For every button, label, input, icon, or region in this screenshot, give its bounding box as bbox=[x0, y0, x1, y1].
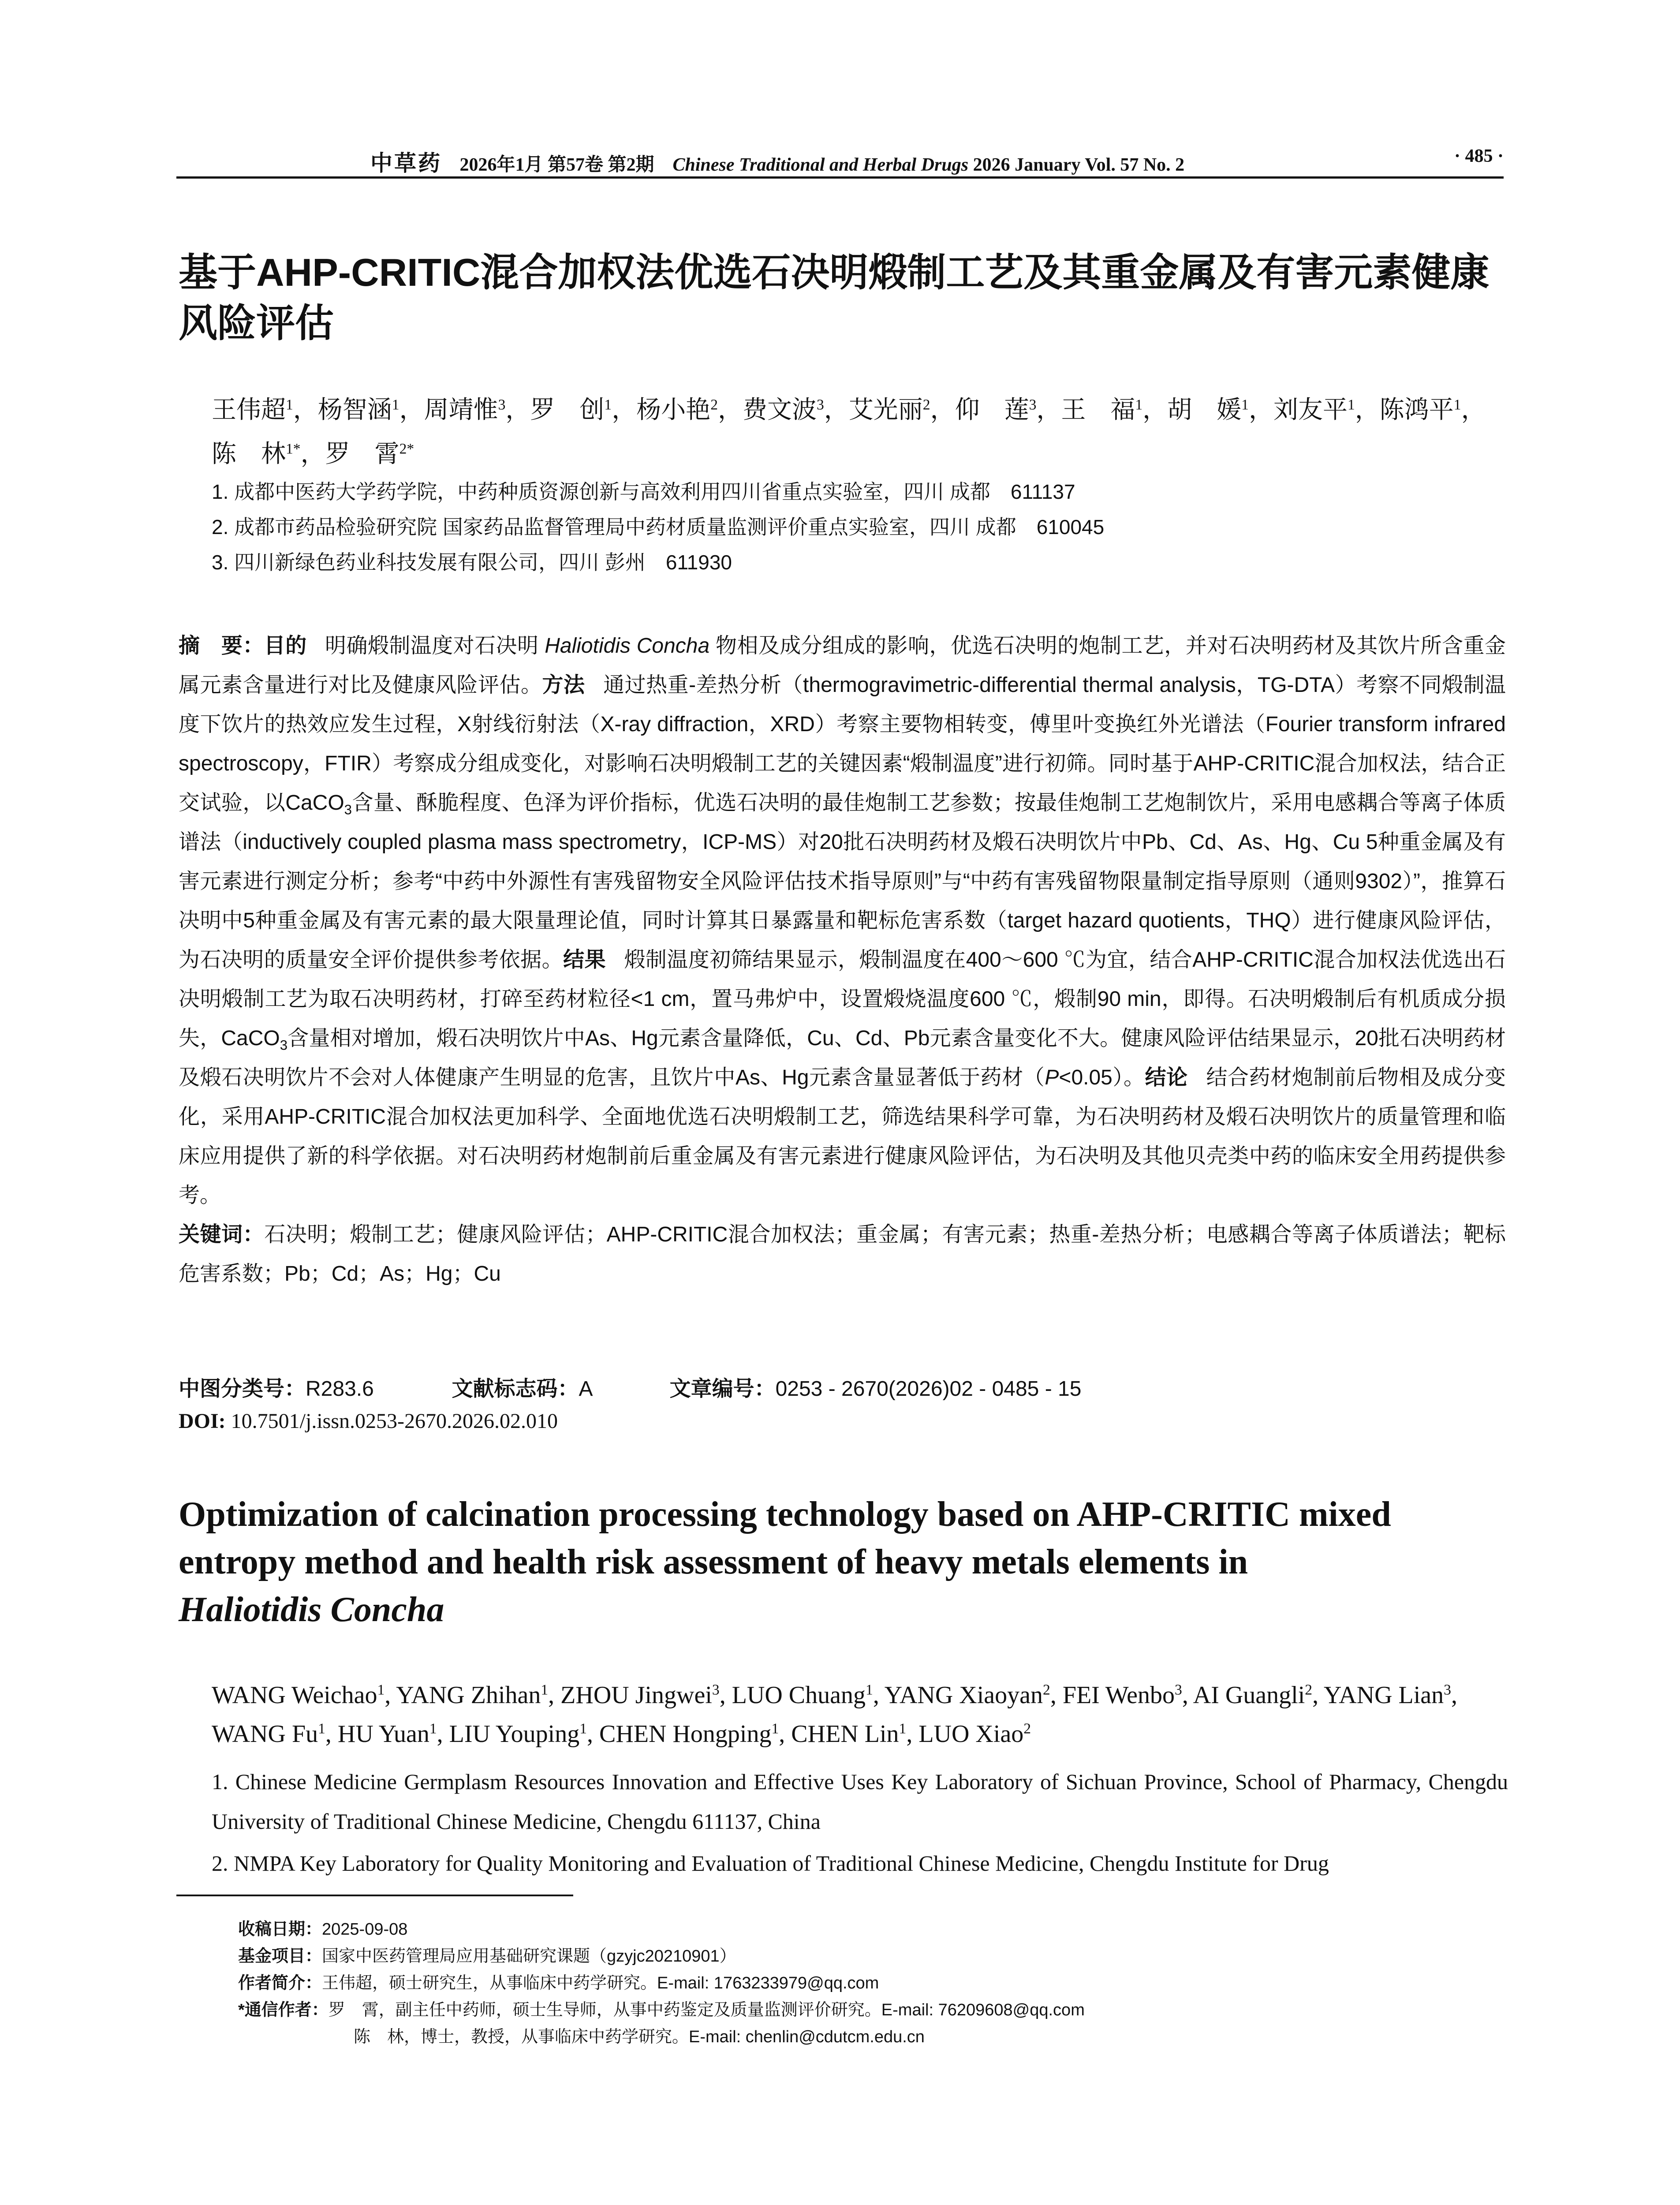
article-number-value: 0253 - 2670(2026)02 - 0485 - 15 bbox=[775, 1377, 1082, 1401]
cn-author bbox=[424, 396, 506, 424]
p-symbol: P bbox=[1045, 1066, 1059, 1089]
cn-author-name: 费文波 bbox=[742, 396, 817, 424]
title-en-main: Optimization of calcination processing technology based on AHP-CRITIC mixed entropy method and health risk assessment of heavy metals elements in bbox=[179, 1495, 1391, 1581]
author-bio bbox=[238, 1970, 1508, 1997]
cn-author-affiliation: 1 bbox=[392, 396, 399, 413]
authors-cn: 王伟超$^1$，杨智涵$^1$，周靖惟$^3$，罗 创$^1$，杨小艳$^2$，费文波$^3$，艾光丽$^2$，仰 莲$^3$，王 福$^1$，胡 媛$^1$，刘友平$^1$，陈鸿平$^1$，陈 林$^{1*}$，罗 霄$^{2*}$ bbox=[212, 396, 1486, 468]
journal-name-en: Chinese Traditional and Herbal Drugs bbox=[672, 155, 969, 175]
affiliation-en-1 bbox=[212, 1762, 1508, 1841]
en-author-name: LIU Youping bbox=[449, 1720, 580, 1748]
en-author bbox=[599, 1720, 779, 1748]
subscript-3: 3 bbox=[344, 802, 352, 818]
article-number-label: 文章编号： bbox=[669, 1377, 776, 1401]
results-label: 结果 bbox=[563, 948, 606, 972]
en-author-name: HU Yuan bbox=[337, 1720, 429, 1748]
footnotes bbox=[238, 1916, 1508, 2051]
issue-en: 2026 January Vol. 57 No. 2 bbox=[973, 155, 1185, 175]
clc-value: R283.6 bbox=[306, 1377, 374, 1401]
conclusion-label: 结论 bbox=[1145, 1066, 1188, 1089]
subscript-3: 3 bbox=[280, 1037, 288, 1053]
cn-author bbox=[318, 396, 399, 424]
journal-name-cn: 中草药 bbox=[370, 151, 442, 176]
en-author-name: WANG Weichao bbox=[212, 1682, 377, 1709]
cn-author-affiliation: 2 bbox=[922, 396, 930, 413]
en-author-affiliation: 2 bbox=[1043, 1682, 1050, 1698]
en-author bbox=[918, 1720, 1031, 1748]
cn-author bbox=[1061, 396, 1142, 424]
en-author-affiliation: 1 bbox=[318, 1720, 325, 1737]
clc-label: 中图分类号： bbox=[179, 1377, 306, 1401]
funding-value: 国家中医药管理局应用基础研究课题（gzyjc20210901） bbox=[322, 1947, 736, 1966]
cn-author bbox=[212, 396, 293, 424]
cn-author-affiliation: 1 bbox=[1347, 396, 1355, 413]
doc-code-value: A bbox=[579, 1377, 592, 1401]
corresponding-label: *通信作者： bbox=[238, 2001, 329, 2019]
affiliation-cn-2: 2. 成都市药品检验研究院 国家药品监督管理局中药材质量监测评价重点实验室，四川 成都 610045 bbox=[212, 516, 1105, 538]
cn-author-affiliation: 3 bbox=[816, 396, 824, 413]
received-date bbox=[238, 1916, 1508, 1943]
received-label: 收稿日期： bbox=[238, 1920, 322, 1939]
bio-label: 作者简介： bbox=[238, 1974, 322, 1992]
issue-cn: 2026年1月 第57卷 第2期 bbox=[459, 155, 654, 175]
conclusion-text: 结合药材炮制前后物相及成分变化，采用AHP-CRITIC混合加权法更加科学、全面地优选石决明煅制工艺，筛选结果科学可靠，为石决明药材及煅石决明饮片的质量管理和临床应用提供了新的科学依据。对石决明药材炮制前后重金属及有害元素进行健康风险评估，为石决明及其他贝壳类中药的临床安全用药提供参考。 bbox=[179, 1066, 1506, 1207]
cn-author-name: 陈鸿平 bbox=[1379, 396, 1454, 424]
en-author-affiliation: 3 bbox=[712, 1682, 720, 1698]
cn-author bbox=[212, 441, 301, 468]
en-author bbox=[212, 1682, 385, 1709]
cn-author-affiliation: 2 bbox=[710, 396, 718, 413]
objective-text-b: 物相及成分组成的影响，优选石决明的炮制工艺，并对石决明药材及其饮片所含重金属元素含量进行对比及健康风险评估。 bbox=[179, 634, 1506, 697]
en-author bbox=[560, 1682, 720, 1709]
footnote-rule bbox=[176, 1895, 573, 1896]
cn-author-name: 杨智涵 bbox=[317, 396, 392, 424]
page-number: · 485 · bbox=[1454, 146, 1504, 166]
running-header bbox=[176, 142, 1504, 176]
cn-author-name: 胡 媛 bbox=[1167, 396, 1242, 424]
en-author-name: CHEN Lin bbox=[791, 1720, 899, 1748]
cn-author bbox=[743, 396, 824, 424]
doi-label: DOI: bbox=[179, 1409, 226, 1433]
en-author-name: LUO Xiao bbox=[918, 1720, 1024, 1748]
results-text-b: 含量相对增加，煅石决明饮片中As、Hg元素含量降低，Cu、Cd、Pb元素含量变化不大。健康风险评估结果显示，20批石决明药材及煅石决明饮片不会对人体健康产生明显的危害，且饮片中As、Hg元素含量显著低于药材（ bbox=[179, 1027, 1506, 1089]
cn-author-name: 王 福 bbox=[1061, 396, 1135, 424]
cn-author-name: 仰 莲 bbox=[955, 396, 1029, 424]
article-title-cn: 基于AHP-CRITIC混合加权法优选石决明煅制工艺及其重金属及有害元素健康风险评估 bbox=[179, 250, 1490, 345]
methods-text-a: 通过热重-差热分析（thermogravimetric-differential thermal analysis，TG-DTA）考察不同煅制温度下饮片的热效应发生过程，X射线衍射法（X-ray diffraction，XRD）考察主要物相转变，傅里叶变换红外光谱法（Fourier transform infrared spectroscopy，FTIR）考察成分组成变化，对影响石决明煅制工艺的关键因素“煅制温度”进行初筛。同时基于AHP-CRITIC混合加权法，结合正交试验，以CaCO bbox=[179, 673, 1506, 815]
latin-name: Haliotidis Concha bbox=[545, 634, 710, 658]
cn-author-name: 艾光丽 bbox=[848, 396, 923, 424]
authors-en: WANG Weichao$^1$, YANG Zhihan$^1$, ZHOU Jingwei$^3$, LUO Chuang$^1$, YANG Xiaoyan$^2$, FEI Wenbo$^3$, AI Guangli$^2$, YANG Lian$^3$, WANG Fu$^1$, HU Yuan$^1$, LIU Youping$^1$, CHEN Hongping$^1$, CHEN Lin$^1$, LUO Xiao$^2$ bbox=[212, 1682, 1457, 1748]
en-author bbox=[732, 1682, 873, 1709]
doc-code-label: 文献标志码： bbox=[452, 1377, 579, 1401]
en-author-affiliation: 3 bbox=[1175, 1682, 1182, 1698]
en-author-affiliation: 1 bbox=[866, 1682, 873, 1698]
en-author-name: CHEN Hongping bbox=[599, 1720, 772, 1748]
cn-author bbox=[530, 396, 612, 424]
cn-author-affiliation: 3 bbox=[498, 396, 506, 413]
cn-author-name: 罗 创 bbox=[530, 396, 605, 424]
abstract-label: 摘 要： bbox=[179, 634, 264, 658]
en-author bbox=[396, 1682, 548, 1709]
en-author-name: LUO Chuang bbox=[732, 1682, 866, 1709]
objective-text-a: 明确煅制温度对石决明 bbox=[325, 634, 539, 658]
en-author-affiliation: 1 bbox=[377, 1682, 385, 1698]
corresponding-author bbox=[238, 1997, 1508, 2024]
abstract bbox=[179, 626, 1506, 1293]
cn-author-affiliation: 1 bbox=[1453, 396, 1461, 413]
cn-author-name: 周靖惟 bbox=[424, 396, 498, 424]
bio-value: 王伟超，硕士研究生，从事临床中药学研究。E-mail: 1763233979@qq.com bbox=[322, 1974, 879, 1992]
keywords-text: 石决明；煅制工艺；健康风险评估；AHP-CRITIC混合加权法；重金属；有害元素；热重-差热分析；电感耦合等离子体质谱法；靶标危害系数；Pb；Cd；As；Hg；Cu bbox=[179, 1223, 1506, 1286]
en-author-name: AI Guangli bbox=[1193, 1682, 1305, 1709]
classification-line bbox=[179, 1374, 1506, 1405]
en-author bbox=[338, 1720, 437, 1748]
header-rule bbox=[176, 176, 1504, 179]
keywords-label: 关键词： bbox=[179, 1223, 265, 1246]
title-en-latin: Haliotidis Concha bbox=[179, 1590, 444, 1629]
en-author-affiliation: 2 bbox=[1023, 1720, 1031, 1737]
cn-author-name: 杨小艳 bbox=[636, 396, 711, 424]
en-author bbox=[212, 1720, 325, 1748]
objective-label: 目的 bbox=[264, 634, 307, 658]
methods-text-b: 含量、酥脆程度、色泽为评价指标，优选石决明的最佳炮制工艺参数；按最佳炮制工艺炮制饮片，采用电感耦合等离子体质谱法（inductively coupled plasma mass spectrometry，ICP-MS）对20批石决明药材及煅石决明饮片中Pb、Cd、As、Hg、Cu 5种重金属及有害元素进行测定分析；参考“中药中外源性有害残留物安全风险评估技术指导原则”与“中药有害残留物限量制定指导原则（通则9302）”，推算石决明中5种重金属及有害元素的最大限量理论值，同时计算其日暴露量和靶标危害系数（target hazard quotients，THQ）进行健康风险评估，为石决明的质量安全评价提供参考依据。 bbox=[179, 791, 1506, 972]
cn-author-name: 王伟超 bbox=[212, 396, 286, 424]
cn-author-name: 罗 霄 bbox=[325, 441, 399, 468]
en-author-name: YANG Xiaoyan bbox=[884, 1682, 1043, 1709]
affiliation-cn-3: 3. 四川新绿色药业科技发展有限公司，四川 彭州 611930 bbox=[212, 551, 732, 574]
en-author-affiliation: 1 bbox=[579, 1720, 587, 1737]
cn-author-affiliation: 2* bbox=[399, 441, 414, 457]
en-author-name: FEI Wenbo bbox=[1062, 1682, 1175, 1709]
funding bbox=[238, 1943, 1508, 1970]
cn-author-affiliation: 1 bbox=[1135, 396, 1143, 413]
affiliation-en-2: 2. NMPA Key Laboratory for Quality Monitoring and Evaluation of Traditional Chinese Medicine, Chengdu Institute for Drug bbox=[212, 1851, 1329, 1876]
en-author-affiliation: 1 bbox=[899, 1720, 907, 1737]
en-author-affiliation: 1 bbox=[541, 1682, 549, 1698]
cn-author-affiliation: 1 bbox=[286, 396, 293, 413]
en-author bbox=[449, 1720, 587, 1748]
cn-author bbox=[849, 396, 930, 424]
en-author bbox=[791, 1720, 906, 1748]
results-text-a: 煅制温度初筛结果显示，煅制温度在400～600 ℃为宜，结合AHP-CRITIC混合加权法优选出石决明煅制工艺为取石决明药材，打碎至药材粒径<1 cm，置马弗炉中，设置煅烧温度600 ℃，煅制90 min，即得。石决明煅制后有机质成分损失，CaCO bbox=[179, 948, 1506, 1050]
en-author-affiliation: 1 bbox=[771, 1720, 779, 1737]
en-author-name: YANG Zhihan bbox=[396, 1682, 541, 1709]
en-author bbox=[1063, 1682, 1182, 1709]
cn-author-affiliation: 3 bbox=[1029, 396, 1037, 413]
affiliation-cn-1: 1. 成都中医药大学药学院，中药种质资源创新与高效利用四川省重点实验室，四川 成都 611137 bbox=[212, 480, 1075, 503]
doi-value[interactable]: 10.7501/j.issn.0253-2670.2026.02.010 bbox=[231, 1409, 558, 1433]
corresponding-value-1: 罗 霄，副主任中药师，硕士生导师，从事中药鉴定及质量监测评价研究。E-mail: 76209608@qq.com bbox=[328, 2001, 1085, 2019]
cn-author bbox=[1273, 396, 1355, 424]
methods-label: 方法 bbox=[542, 673, 585, 697]
corresponding-author-2: 陈 林，博士，教授，从事临床中药学研究。E-mail: chenlin@cdutcm.edu.cn bbox=[354, 2028, 925, 2046]
results-text-c: <0.05）。 bbox=[1059, 1066, 1145, 1089]
en-author-affiliation: 2 bbox=[1305, 1682, 1313, 1698]
cn-author bbox=[955, 396, 1037, 424]
cn-author bbox=[636, 396, 718, 424]
doi-line bbox=[179, 1406, 1506, 1437]
en-author-name: WANG Fu bbox=[212, 1720, 318, 1748]
cn-author bbox=[1380, 396, 1461, 424]
cn-author-affiliation: 1* bbox=[286, 441, 301, 457]
cn-author-affiliation: 1 bbox=[1241, 396, 1249, 413]
article-title-en bbox=[179, 1491, 1510, 1633]
en-author-affiliation: 1 bbox=[429, 1720, 437, 1737]
cn-author bbox=[1167, 396, 1249, 424]
en-author bbox=[1193, 1682, 1312, 1709]
cn-author-name: 陈 林 bbox=[212, 441, 286, 468]
cn-author bbox=[325, 441, 414, 468]
cn-author-name: 刘友平 bbox=[1273, 396, 1348, 424]
en-author-name: ZHOU Jingwei bbox=[560, 1682, 712, 1709]
en-author-name: YANG Lian bbox=[1323, 1682, 1444, 1709]
en-author bbox=[885, 1682, 1050, 1709]
cn-author-affiliation: 1 bbox=[604, 396, 612, 413]
en-author-affiliation: 3 bbox=[1444, 1682, 1451, 1698]
affiliation-en-1-text: 1. Chinese Medicine Germplasm Resources Innovation and Effective Uses Key Laboratory of Sichuan Province, School of Pharmacy, Chengdu University of Traditional Chinese Medicine, Chengdu 611137, China bbox=[212, 1769, 1508, 1834]
received-value: 2025-09-08 bbox=[322, 1920, 408, 1939]
header-journal-info bbox=[370, 146, 1184, 177]
funding-label: 基金项目： bbox=[238, 1947, 322, 1966]
en-author bbox=[1324, 1682, 1451, 1709]
